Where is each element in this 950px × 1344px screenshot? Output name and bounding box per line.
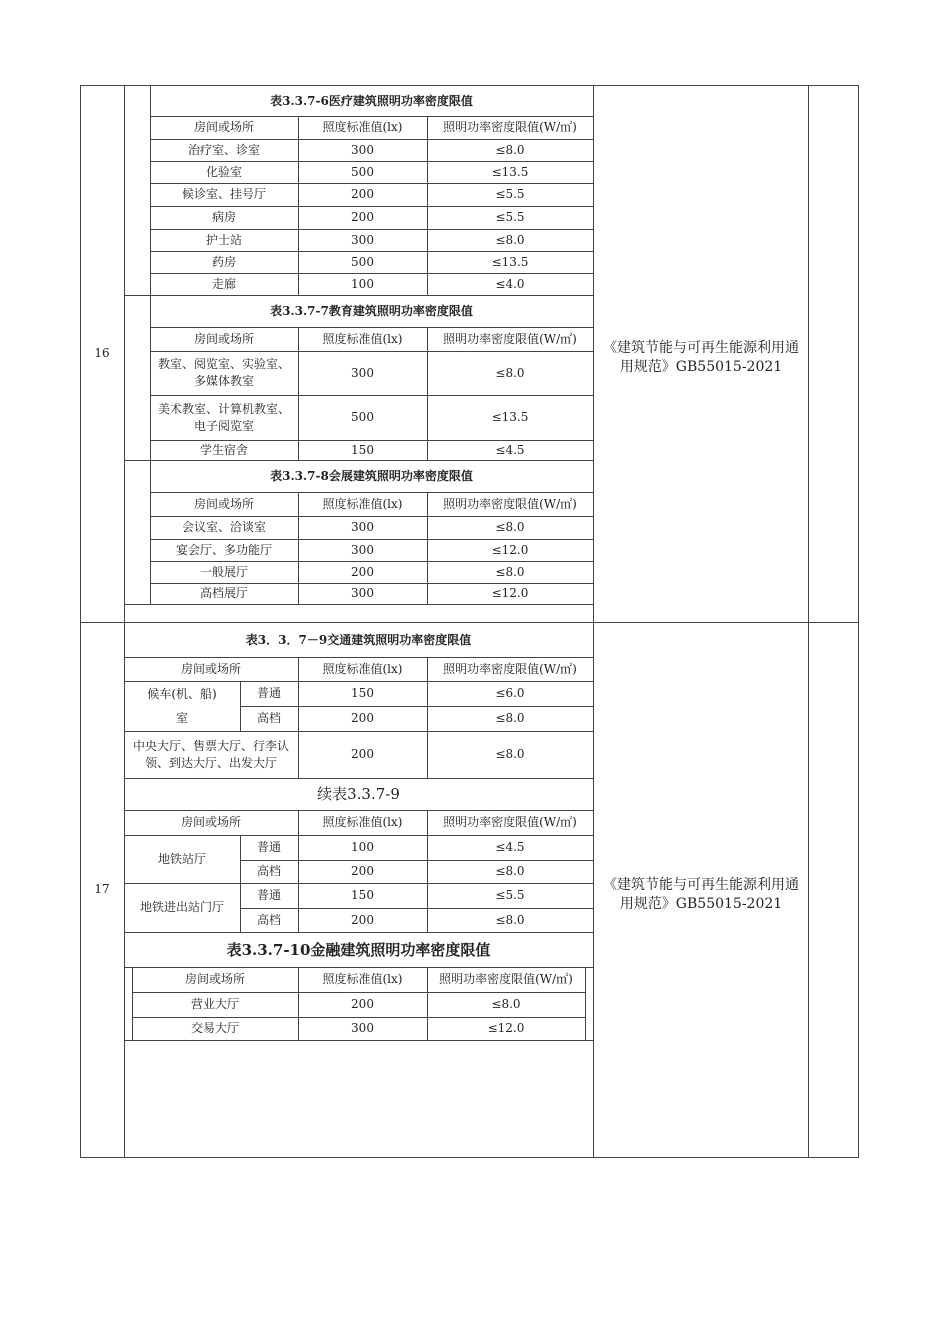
table-cell: ≤4.5 — [495, 442, 525, 457]
table-cell: ≤13.5 — [491, 254, 529, 269]
table-cell: 300 — [351, 542, 374, 557]
table-cell: 200 — [351, 997, 374, 1011]
table-cell: 500 — [351, 164, 374, 179]
column-header-power-density: 照明功率密度限值(W/㎡) — [443, 120, 577, 134]
table-cell: 300 — [351, 232, 374, 247]
group-label: 地铁站厅 — [157, 851, 206, 866]
table-cell: 宴会厅、多功能厅 — [175, 542, 272, 557]
table-cell: 300 — [351, 586, 374, 600]
table-cell: 化验室 — [205, 164, 242, 179]
table-cell: 美术教室、计算机教室、电子阅览室 — [158, 401, 291, 433]
table-cell: ≤4.5 — [495, 840, 525, 854]
table-cell: 150 — [351, 442, 374, 457]
table-cell: 150 — [351, 888, 374, 902]
table-cell: ≤8.0 — [495, 864, 525, 878]
table-cell: ≤8.0 — [495, 564, 525, 579]
table-cell: 200 — [351, 912, 374, 927]
table-cell: 学生宿舍 — [199, 442, 248, 457]
standard-reference: 《建筑节能与可再生能源利用通用规范》GB55015-2021 — [603, 340, 799, 375]
column-header-illuminance: 照度标准值(lx) — [322, 972, 403, 986]
table-cell: 100 — [351, 276, 374, 291]
table-cell: 普通 — [256, 840, 281, 854]
table-cell: ≤12.0 — [491, 586, 529, 600]
table-cell: 会议室、洽谈室 — [181, 520, 266, 534]
table-cell: ≤8.0 — [495, 711, 525, 725]
table-cell: 走廊 — [211, 276, 236, 291]
table-cell: 150 — [351, 686, 374, 700]
table-cell: 300 — [351, 365, 374, 380]
standard-reference: 《建筑节能与可再生能源利用通用规范》GB55015-2021 — [603, 877, 799, 912]
table-cell: 交易大厅 — [190, 1021, 239, 1035]
table-cell: 教室、阅览室、实验室、多媒体教室 — [158, 357, 291, 388]
table-cell: 200 — [351, 747, 374, 761]
table-cell: 营业大厅 — [190, 997, 239, 1011]
table-cell: 200 — [351, 564, 374, 579]
table-cell: ≤8.0 — [495, 520, 525, 534]
table-cell: ≤12.0 — [491, 542, 529, 557]
table-title: 表3.3.7-8会展建筑照明功率密度限值 — [270, 469, 473, 483]
column-header-power-density: 照明功率密度限值(W/㎡) — [443, 815, 577, 829]
table-cell: 中央大厅、售票大厅、行李认领、到达大厅、出发大厅 — [132, 738, 289, 770]
column-header-illuminance: 照度标准值(lx) — [322, 661, 403, 676]
table-cell: 候诊室、挂号厅 — [181, 187, 266, 201]
column-header-place: 房间或场所 — [193, 120, 254, 134]
column-header-illuminance: 照度标准值(lx) — [322, 331, 403, 346]
table-cell: 500 — [351, 254, 374, 269]
row-number-17: 17 — [94, 882, 110, 896]
table-cell: 普通 — [256, 888, 281, 902]
group-label: 候车(机、船)室 — [147, 687, 217, 725]
table-cell: ≤5.5 — [495, 888, 525, 902]
table-cell: 300 — [351, 1021, 374, 1035]
table-cell: ≤8.0 — [495, 142, 525, 157]
table-cell: 高档 — [256, 912, 281, 927]
column-header-power-density: 照明功率密度限值(W/㎡) — [443, 661, 577, 676]
table-cell: 护士站 — [205, 232, 242, 247]
table-cell: 高档 — [256, 711, 281, 725]
column-header-place: 房间或场所 — [180, 661, 241, 676]
table-cell: 200 — [351, 711, 374, 725]
table-cell: 普通 — [256, 686, 281, 700]
table-cell: ≤6.0 — [495, 686, 525, 700]
table-cell: 100 — [351, 840, 374, 854]
table-cell: 高档 — [256, 864, 281, 878]
column-header-power-density: 照明功率密度限值(W/㎡) — [443, 496, 577, 511]
table-title: 表3．3．7－9交通建筑照明功率密度限值 — [245, 632, 472, 647]
table-cell: ≤5.5 — [495, 210, 525, 224]
table-cell: ≤8.0 — [495, 747, 525, 761]
table-cell: 高档展厅 — [199, 586, 248, 600]
column-header-place: 房间或场所 — [193, 496, 254, 511]
column-header-illuminance: 照度标准值(lx) — [322, 120, 403, 134]
table-cell: ≤8.0 — [495, 365, 525, 380]
table-cell: ≤4.0 — [495, 276, 525, 291]
table-cell: 200 — [351, 864, 374, 878]
row-number-16: 16 — [94, 346, 110, 360]
table-cell: 药房 — [211, 254, 236, 269]
table-cell: 一般展厅 — [199, 564, 248, 579]
table-cell: 病房 — [211, 210, 236, 224]
column-header-illuminance: 照度标准值(lx) — [322, 815, 403, 829]
table-cell: ≤5.5 — [495, 187, 525, 201]
column-header-power-density: 照明功率密度限值(W/㎡) — [439, 972, 573, 986]
table-cell: ≤12.0 — [487, 1021, 525, 1035]
table-title: 表3.3.7-6医疗建筑照明功率密度限值 — [270, 93, 473, 108]
table-cell: 300 — [351, 142, 374, 157]
table-cell: 200 — [351, 187, 374, 201]
column-header-place: 房间或场所 — [193, 331, 254, 346]
column-header-place: 房间或场所 — [180, 815, 241, 829]
table-cell: ≤8.0 — [495, 232, 525, 247]
table-title: 续表3.3.7-9 — [317, 785, 400, 803]
table-cell: ≤8.0 — [491, 997, 521, 1011]
table-title: 表3.3.7-10金融建筑照明功率密度限值 — [226, 940, 491, 959]
table-cell: 200 — [351, 210, 374, 224]
table-cell: ≤13.5 — [491, 164, 529, 179]
table-title: 表3.3.7-7教育建筑照明功率密度限值 — [270, 304, 473, 318]
table-cell: 500 — [351, 410, 374, 424]
table-cell: ≤13.5 — [491, 410, 529, 424]
table-cell: ≤8.0 — [495, 912, 525, 927]
table-cell: 治疗室、诊室 — [187, 142, 260, 157]
table-cell: 300 — [351, 520, 374, 534]
column-header-power-density: 照明功率密度限值(W/㎡) — [443, 331, 577, 346]
column-header-illuminance: 照度标准值(lx) — [322, 496, 403, 511]
group-label: 地铁进出站门厅 — [139, 900, 224, 914]
column-header-place: 房间或场所 — [184, 972, 245, 986]
